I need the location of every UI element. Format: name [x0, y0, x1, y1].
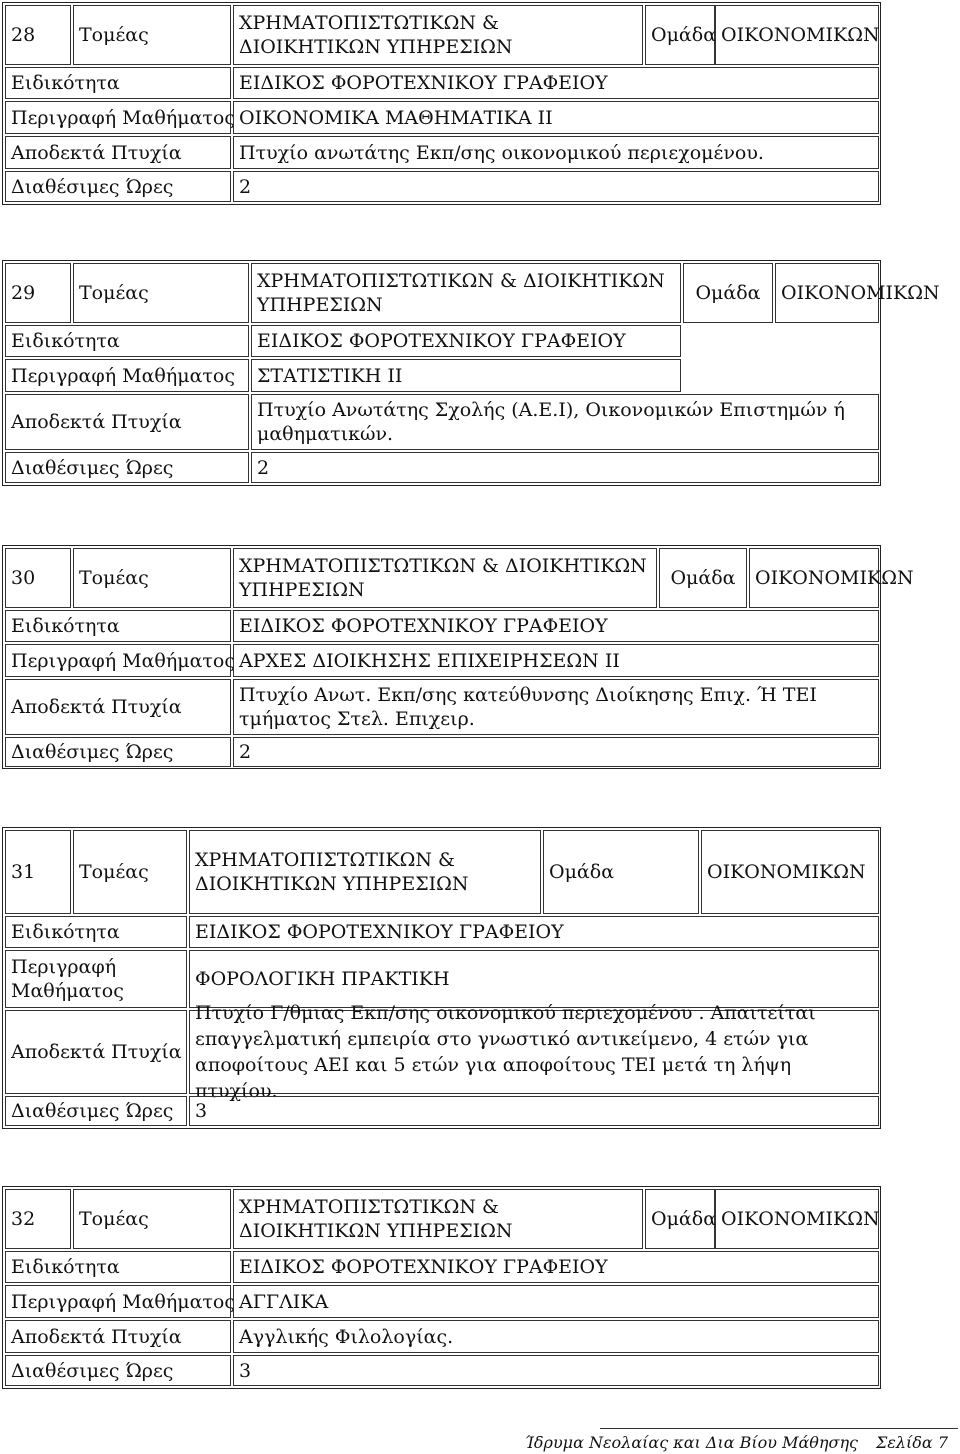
- group-label: Ομάδα: [645, 5, 715, 65]
- hours-value: 3: [233, 1355, 879, 1386]
- sector-value: ΧΡΗΜΑΤΟΠΙΣΤΩΤΙΚΩΝ & ΔΙΟΙΚΗΤΙΚΩΝ ΥΠΗΡΕΣΙΩΝ: [233, 1189, 643, 1249]
- course-value: ΣΤΑΤΙΣΤΙΚΗ ΙΙ: [251, 359, 681, 392]
- course-value: ΑΓΓΛΙΚΑ: [233, 1285, 879, 1318]
- sector-label: Τομέας: [73, 1189, 231, 1249]
- degrees-value: Αγγλικής Φιλολογίας.: [233, 1320, 879, 1353]
- specialty-label: Ειδικότητα: [5, 67, 231, 99]
- degrees-value: Πτυχίο Γ/θμιας Εκπ/σης οικονομικού περιεχομένου . Απαιτείται επαγγελματική εμπειρία στο γνωστικό αντικείμενο, 4 ετών για αποφοίτους ΑΕΙ και 5 ετών για αποφοίτους ΤΕΙ μετά τη λήψη πτυχίου.: [189, 1010, 879, 1094]
- course-block-32: [2, 1186, 881, 1389]
- course-label: Περιγραφή Μαθήματος: [5, 1285, 231, 1318]
- degrees-label: Αποδεκτά Πτυχία: [5, 136, 231, 169]
- degrees-label: Αποδεκτά Πτυχία: [5, 679, 231, 735]
- degrees-label: Αποδεκτά Πτυχία: [5, 1010, 187, 1094]
- row-number: 29: [5, 263, 71, 323]
- hours-value: 3: [189, 1096, 879, 1126]
- course-label: Περιγραφή Μαθήματος: [5, 644, 231, 677]
- footer-org: Ίδρυμα Νεολαίας και Δια Βίου Μάθησης: [524, 1433, 858, 1452]
- course-value: ΑΡΧΕΣ ΔΙΟΙΚΗΣΗΣ ΕΠΙΧΕΙΡΗΣΕΩΝ ΙΙ: [233, 644, 879, 677]
- specialty-value: ΕΙΔΙΚΟΣ ΦΟΡΟΤΕΧΝΙΚΟΥ ΓΡΑΦΕΙΟΥ: [189, 916, 879, 948]
- group-value: ΟΙΚΟΝΟΜΙΚΩΝ: [701, 830, 879, 914]
- degrees-label: Αποδεκτά Πτυχία: [5, 394, 249, 450]
- specialty-value: ΕΙΔΙΚΟΣ ΦΟΡΟΤΕΧΝΙΚΟΥ ΓΡΑΦΕΙΟΥ: [233, 1251, 879, 1283]
- course-label: Περιγραφή Μαθήματος: [5, 101, 231, 134]
- sector-value: ΧΡΗΜΑΤΟΠΙΣΤΩΤΙΚΩΝ & ΔΙΟΙΚΗΤΙΚΩΝ ΥΠΗΡΕΣΙΩΝ: [251, 263, 681, 323]
- group-label: Ομάδα: [659, 548, 747, 608]
- group-label: Ομάδα: [645, 1189, 715, 1249]
- group-label: Ομάδα: [543, 830, 699, 914]
- hours-label: Διαθέσιμες Ώρες: [5, 1096, 187, 1126]
- group-value: ΟΙΚΟΝΟΜΙΚΩΝ: [715, 5, 879, 65]
- course-value: ΟΙΚΟΝΟΜΙΚΑ ΜΑΘΗΜΑΤΙΚΑ ΙΙ: [233, 101, 879, 134]
- row-number: 32: [5, 1189, 71, 1249]
- course-block-29: [2, 260, 940, 486]
- course-block-28: [2, 2, 881, 205]
- specialty-label: Ειδικότητα: [5, 325, 249, 357]
- sector-label: Τομέας: [73, 548, 231, 608]
- degrees-label: Αποδεκτά Πτυχία: [5, 1320, 231, 1353]
- specialty-value: ΕΙΔΙΚΟΣ ΦΟΡΟΤΕΧΝΙΚΟΥ ΓΡΑΦΕΙΟΥ: [251, 325, 681, 357]
- course-label: Περιγραφή Μαθήματος: [5, 359, 249, 392]
- degrees-value: Πτυχίο Ανωτ. Εκπ/σης κατεύθυνσης Διοίκησης Επιχ. Ή ΤΕΙ τμήματος Στελ. Επιχειρ.: [233, 679, 879, 735]
- hours-value: 2: [233, 171, 879, 202]
- specialty-value: ΕΙΔΙΚΟΣ ΦΟΡΟΤΕΧΝΙΚΟΥ ΓΡΑΦΕΙΟΥ: [233, 67, 879, 99]
- hours-value: 2: [233, 737, 879, 767]
- row-number: 31: [5, 830, 71, 914]
- group-value: ΟΙΚΟΝΟΜΙΚΩΝ: [749, 548, 879, 608]
- course-label: Περιγραφή Μαθήματος: [5, 950, 187, 1008]
- course-block-30: [2, 545, 914, 769]
- footer-page: Σελίδα 7: [875, 1433, 948, 1452]
- group-label: Ομάδα: [683, 263, 773, 323]
- sector-label: Τομέας: [73, 5, 231, 65]
- sector-value: ΧΡΗΜΑΤΟΠΙΣΤΩΤΙΚΩΝ & ΔΙΟΙΚΗΤΙΚΩΝ ΥΠΗΡΕΣΙΩΝ: [189, 830, 541, 914]
- hours-label: Διαθέσιμες Ώρες: [5, 171, 231, 202]
- specialty-label: Ειδικότητα: [5, 610, 231, 642]
- specialty-label: Ειδικότητα: [5, 916, 187, 948]
- degrees-value: Πτυχίο ανωτάτης Εκπ/σης οικονομικού περιεχομένου.: [233, 136, 879, 169]
- course-block-31: [2, 827, 881, 1129]
- sector-label: Τομέας: [73, 263, 249, 323]
- sector-value: ΧΡΗΜΑΤΟΠΙΣΤΩΤΙΚΩΝ & ΔΙΟΙΚΗΤΙΚΩΝ ΥΠΗΡΕΣΙΩΝ: [233, 5, 643, 65]
- sector-label: Τομέας: [73, 830, 187, 914]
- sector-value: ΧΡΗΜΑΤΟΠΙΣΤΩΤΙΚΩΝ & ΔΙΟΙΚΗΤΙΚΩΝ ΥΠΗΡΕΣΙΩΝ: [233, 548, 657, 608]
- row-number: 28: [5, 5, 71, 65]
- hours-label: Διαθέσιμες Ώρες: [5, 452, 249, 483]
- course-value: ΦΟΡΟΛΟΓΙΚΗ ΠΡΑΚΤΙΚΗ: [189, 950, 879, 1008]
- footer-divider: [600, 1428, 958, 1429]
- group-value: ΟΙΚΟΝΟΜΙΚΩΝ: [775, 263, 879, 323]
- degrees-value: Πτυχίο Ανωτάτης Σχολής (Α.Ε.Ι), Οικονομικών Επιστημών ή μαθηματικών.: [251, 394, 879, 450]
- specialty-value: ΕΙΔΙΚΟΣ ΦΟΡΟΤΕΧΝΙΚΟΥ ΓΡΑΦΕΙΟΥ: [233, 610, 879, 642]
- specialty-label: Ειδικότητα: [5, 1251, 231, 1283]
- hours-label: Διαθέσιμες Ώρες: [5, 737, 231, 767]
- row-number: 30: [5, 548, 71, 608]
- group-value: ΟΙΚΟΝΟΜΙΚΩΝ: [715, 1189, 879, 1249]
- hours-value: 2: [251, 452, 879, 483]
- hours-label: Διαθέσιμες Ώρες: [5, 1355, 231, 1386]
- page-footer: [525, 1433, 948, 1452]
